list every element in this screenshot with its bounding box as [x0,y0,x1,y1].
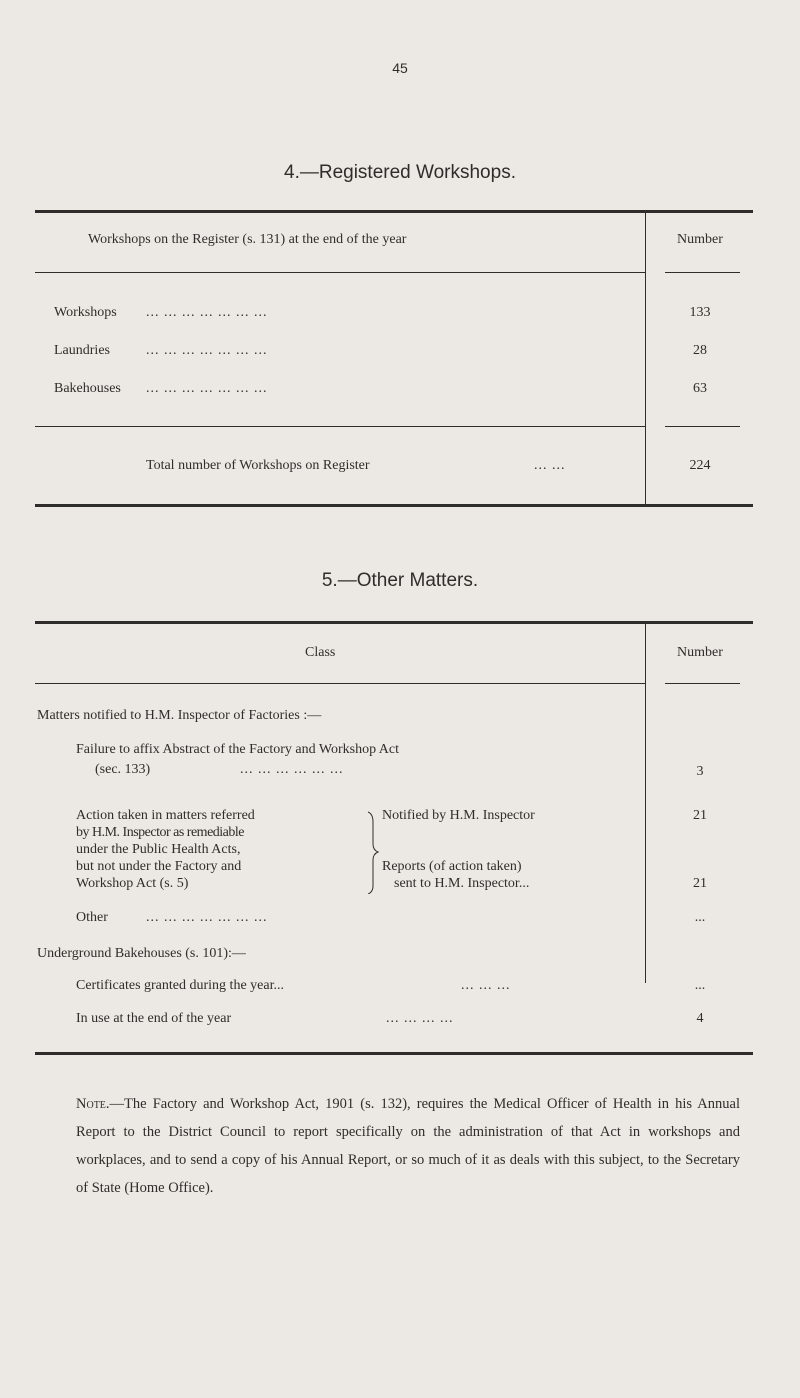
certificates-value: ... [694,978,706,993]
total-dots: ... ... [534,458,566,473]
total-rule-right [665,426,740,427]
table-row [54,381,268,397]
total-rule-left [35,426,645,427]
notified-value: 21 [693,808,707,823]
other-row [76,910,268,926]
in-use-value: 4 [696,1011,704,1026]
header-rule-left [35,683,645,684]
row-dots: ... ... ... ... ... ... ... [146,305,268,320]
column-header-right: Number [677,645,723,660]
table-row [54,305,268,321]
in-use-label: In use at the end of the year [76,1011,232,1026]
total-value: 224 [689,458,711,473]
total-row [146,458,566,474]
section-title-other-matters: 5.—Other Matters. [321,570,479,591]
row-dots: ... ... ... ... ... ... ... [146,343,268,358]
row-value: 28 [693,343,707,358]
header-rule-right [665,272,740,273]
total-label: Total number of Workshops on Register [146,458,370,473]
action-line-4: but not under the Factory and [76,859,242,874]
row-dots: ... ... ... ... ... ... ... [146,381,268,396]
action-line-1: Action taken in matters referred [76,808,255,823]
row-value: 63 [693,381,707,396]
page-number: 45 [392,60,408,76]
header-rule-left [35,272,645,273]
failure-line-2: (sec. 133) [95,762,151,777]
column-header-left: Workshops on the Register (s. 131) at the end of the year [88,232,407,247]
failure-line-1: Failure to affix Abstract of the Factory and Workshop Act [76,742,400,757]
row-value: 133 [689,305,711,320]
table-row [54,343,268,359]
row-label: Workshops [54,305,117,320]
in-use-row [76,1011,454,1027]
footnote [76,1090,740,1202]
failure-value: 3 [696,764,704,779]
table-bottom-rule [35,504,753,507]
other-label: Other [76,910,108,925]
row-label: Bakehouses [54,381,121,396]
column-header-left: Class [305,645,336,660]
reports-value: 21 [693,876,707,891]
action-line-3: under the Public Health Acts, [76,842,241,857]
other-value: ... [694,910,706,925]
header-rule-right [665,683,740,684]
underground-heading: Underground Bakehouses (s. 101):— [37,946,246,961]
certificates-label: Certificates granted during the year... [76,978,284,993]
other-dots: ... ... ... ... ... ... ... [146,910,268,925]
row-label: Laundries [54,343,110,358]
action-line-2: by H.M. Inspector as remediable [76,825,244,840]
failure-dots: ... ... ... ... ... ... [240,762,344,777]
footnote-text: —The Factory and Workshop Act, 1901 (s. 132), requires the Medical Officer of Health in his Annual Report to the District Council to report specifically on the administration of that Act in workshops and workplaces, and to send a copy of his Annual Report, or so much of it as deals with this subject, to the Secretary of State (Home Office). [76,1096,740,1196]
column-header-right: Number [677,232,723,247]
section-title-workshops: 4.—Registered Workshops. [284,162,516,183]
reports-line-1: Reports (of action taken) [382,859,522,874]
certificates-dots: ... ... ... [461,978,511,993]
action-line-5: Workshop Act (s. 5) [76,876,189,891]
notified-label: Notified by H.M. Inspector [382,808,535,823]
reports-line-2: sent to H.M. Inspector... [394,876,530,891]
footnote-lead: Note. [76,1096,110,1112]
certificates-row [76,978,511,994]
in-use-dots: ... ... ... ... [386,1011,454,1026]
table-divider [645,210,646,506]
matters-heading: Matters notified to H.M. Inspector of Factories :— [37,708,322,723]
table-divider [645,621,646,983]
table-bottom-rule [35,1052,753,1055]
